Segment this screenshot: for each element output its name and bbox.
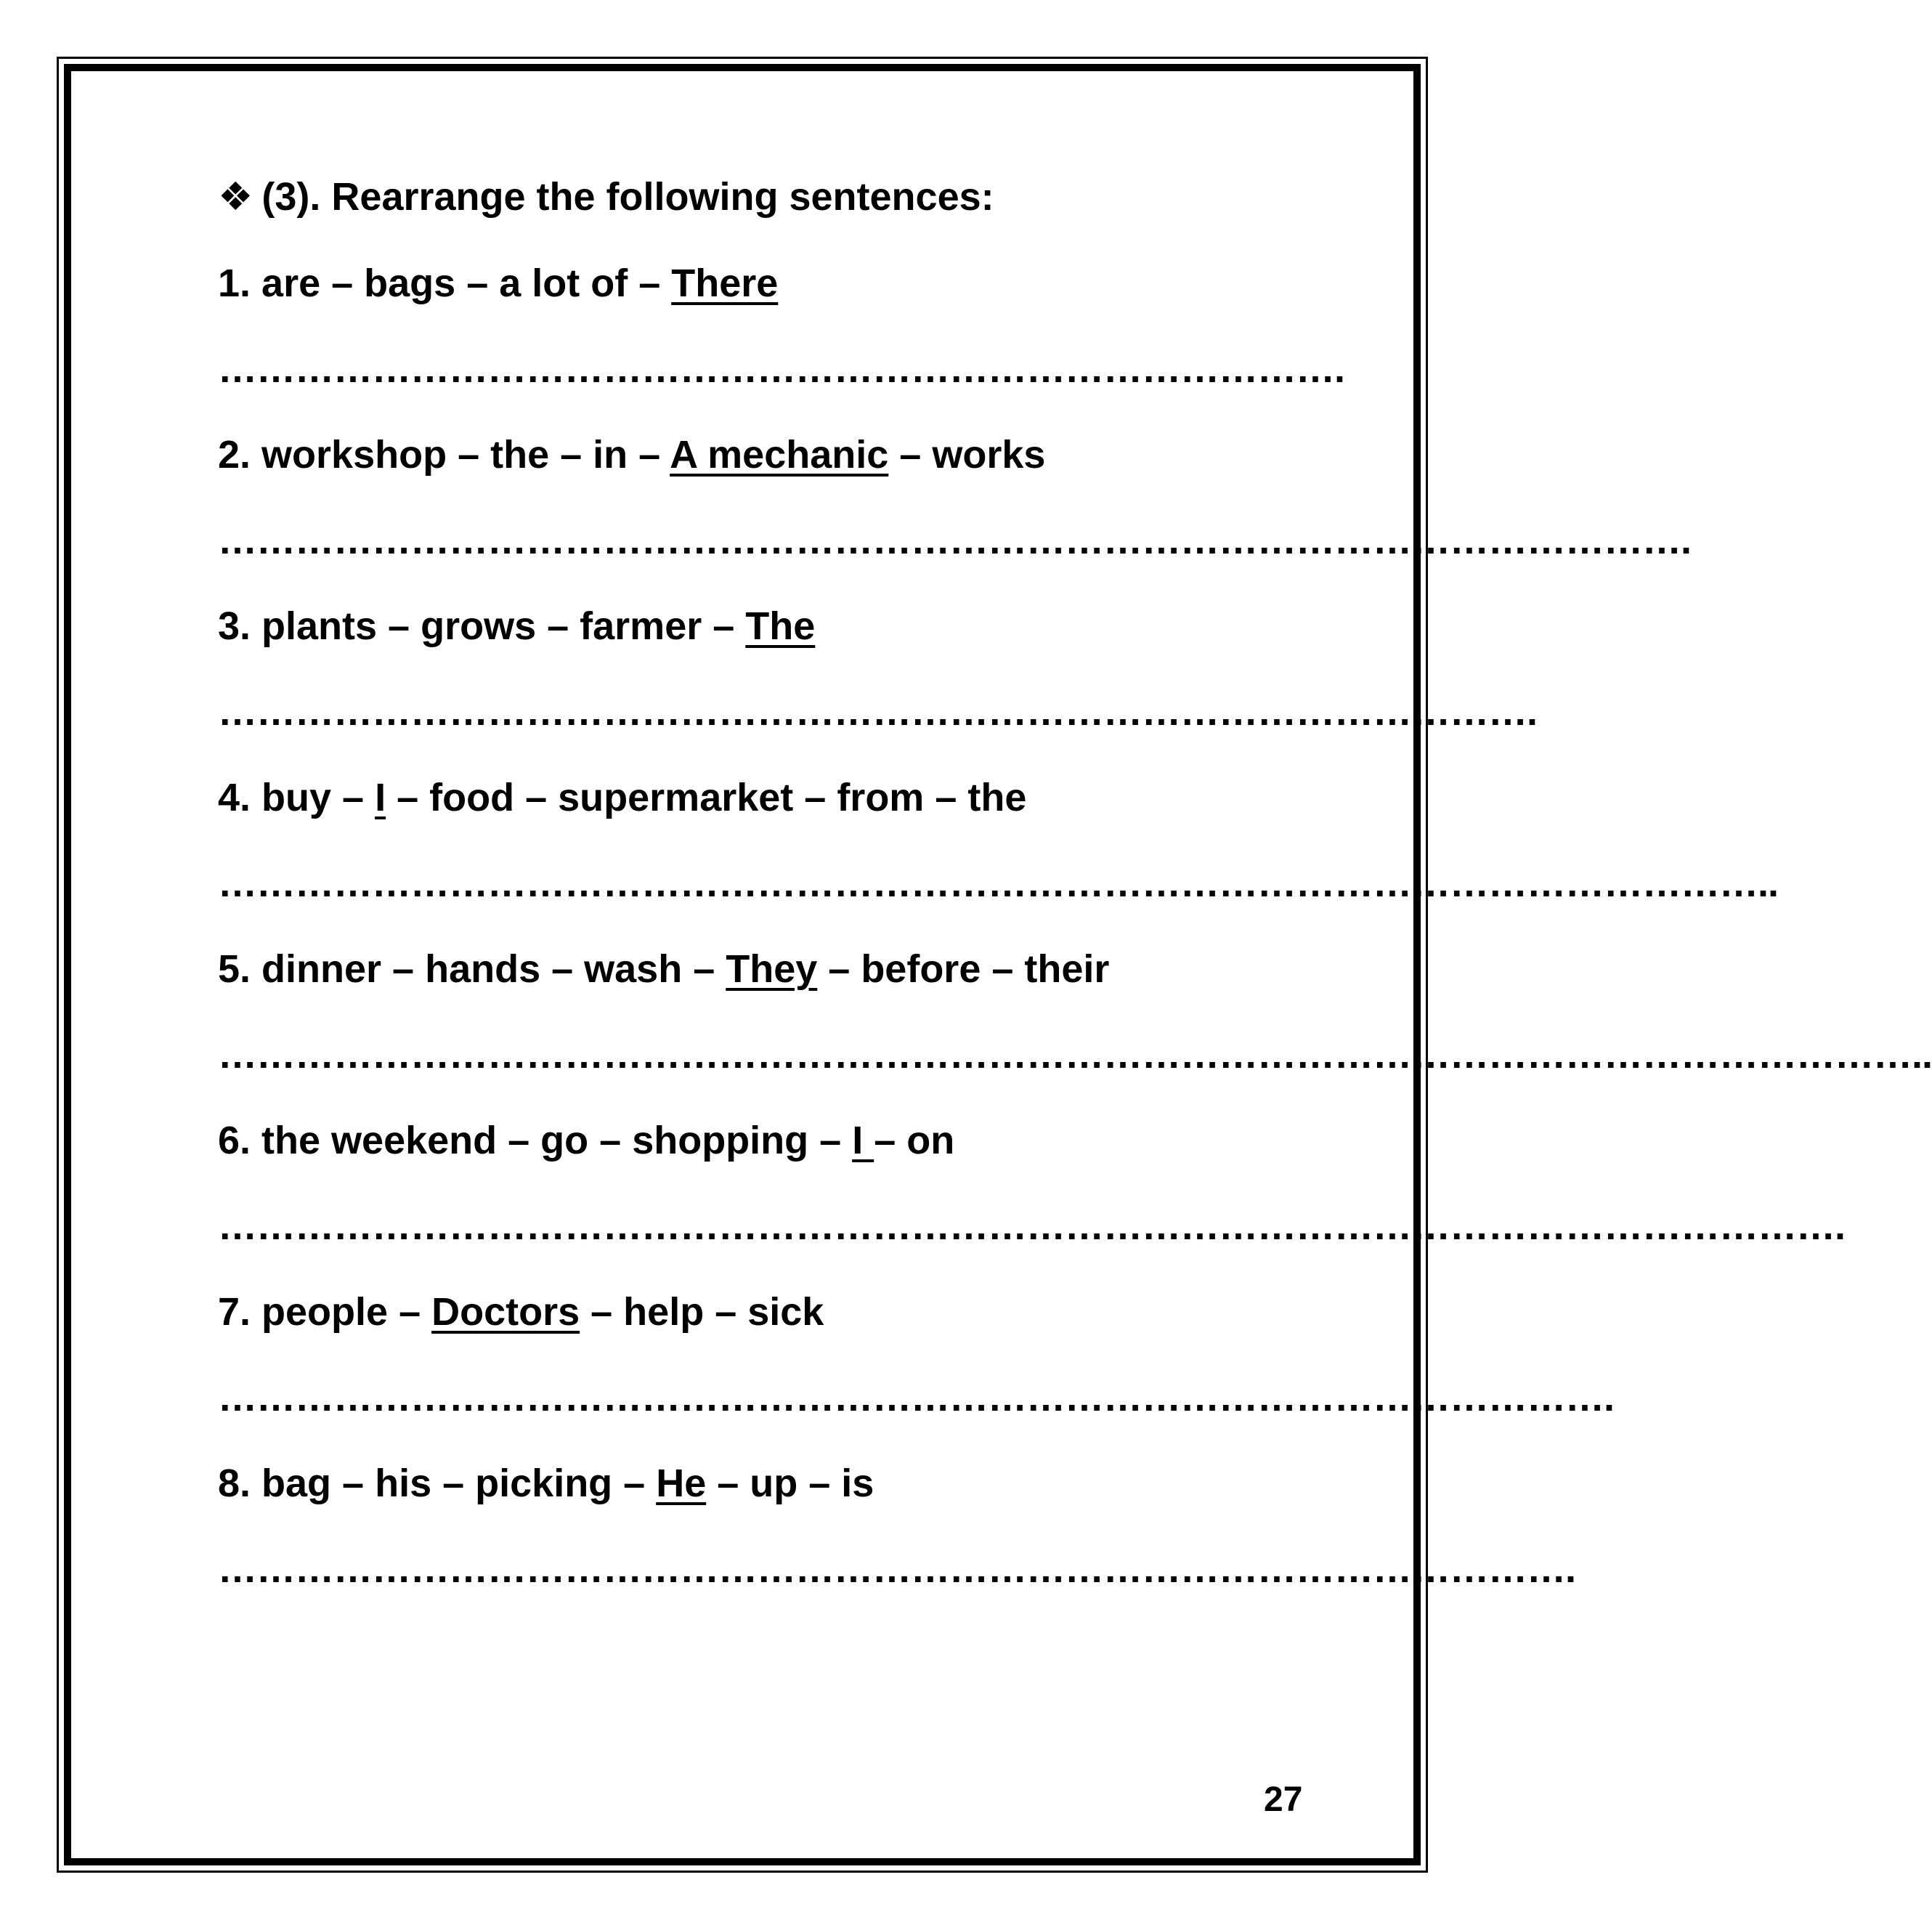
exercise-item-2: [218, 429, 1692, 566]
exercise-item-5: [218, 944, 1932, 1080]
scrambled-sentence-3: [218, 601, 1307, 652]
underlined-word: The: [745, 604, 816, 648]
scrambled-sentence-1: [218, 258, 1307, 309]
underlined-word: He: [656, 1462, 707, 1505]
exercise-item-1: [218, 258, 1345, 394]
answer-line-8: …………………………………………………………………………………………….: [218, 1547, 1576, 1591]
exercise-item-7: [218, 1286, 1615, 1423]
sentence-text: – food – supermarket – from – the: [386, 776, 1027, 819]
worksheet-content: [218, 171, 1932, 1629]
scrambled-sentence-5: [218, 944, 1307, 994]
underlined-word: I: [852, 1119, 874, 1162]
underlined-word: They: [726, 947, 818, 991]
answer-line-3: ………………………………………………………………………………………….: [218, 690, 1538, 734]
scrambled-sentence-8: [218, 1458, 1307, 1509]
scrambled-sentence-7: [218, 1286, 1307, 1337]
underlined-word: Doctors: [431, 1290, 580, 1334]
sentence-text: – on: [874, 1119, 955, 1162]
sentence-text: 5. dinner – hands – wash –: [218, 947, 726, 991]
sentence-text: 4. buy –: [218, 776, 376, 819]
exercise-heading: [218, 171, 1307, 222]
sentence-text: 8. bag – his – picking –: [218, 1462, 657, 1505]
exercise-item-8: [218, 1458, 1576, 1594]
underlined-word: A mechanic: [670, 433, 889, 477]
sentence-text: – help – sick: [580, 1290, 824, 1334]
answer-line-7: ……………………………………………………………………………………………….: [218, 1376, 1615, 1419]
sentence-text: 1. are – bags – a lot of –: [218, 262, 672, 305]
scrambled-sentence-4: [218, 772, 1307, 823]
answer-line-2: …………………………………………………………………………………………………….: [218, 519, 1692, 562]
scrambled-sentence-6: [218, 1115, 1307, 1166]
answer-line-1: …………………………………………………………………………….: [218, 347, 1345, 391]
sentence-text: 6. the weekend – go – shopping –: [218, 1119, 853, 1162]
scrambled-sentence-2: [218, 429, 1307, 480]
sentence-text: 7. people –: [218, 1290, 432, 1334]
sentence-text: – up – is: [706, 1462, 874, 1505]
exercise-item-3: [218, 601, 1538, 737]
sentence-text: 3. plants – grows – farmer –: [218, 604, 746, 648]
exercise-item-4: [218, 772, 1779, 909]
exercise-item-6: [218, 1115, 1846, 1252]
sentence-text: – before – their: [817, 947, 1110, 991]
diamond-bullet-icon: ❖: [218, 175, 253, 219]
underlined-word: There: [671, 262, 779, 305]
underlined-word: I: [375, 776, 386, 819]
sentence-text: 2. workshop – the – in –: [218, 433, 670, 477]
page-number: 27: [1264, 1780, 1303, 1819]
answer-line-4: …………………………………………………………………………………………………………..: [218, 862, 1779, 905]
exercise-heading-text: (3). Rearrange the following sentences:: [261, 175, 994, 219]
answer-line-5: ……………………………………………………………………………………………………………………..: [218, 1033, 1932, 1077]
answer-line-6: ……………………………………………………………………………………………………………….: [218, 1204, 1846, 1248]
sentence-text: – works: [888, 433, 1046, 477]
